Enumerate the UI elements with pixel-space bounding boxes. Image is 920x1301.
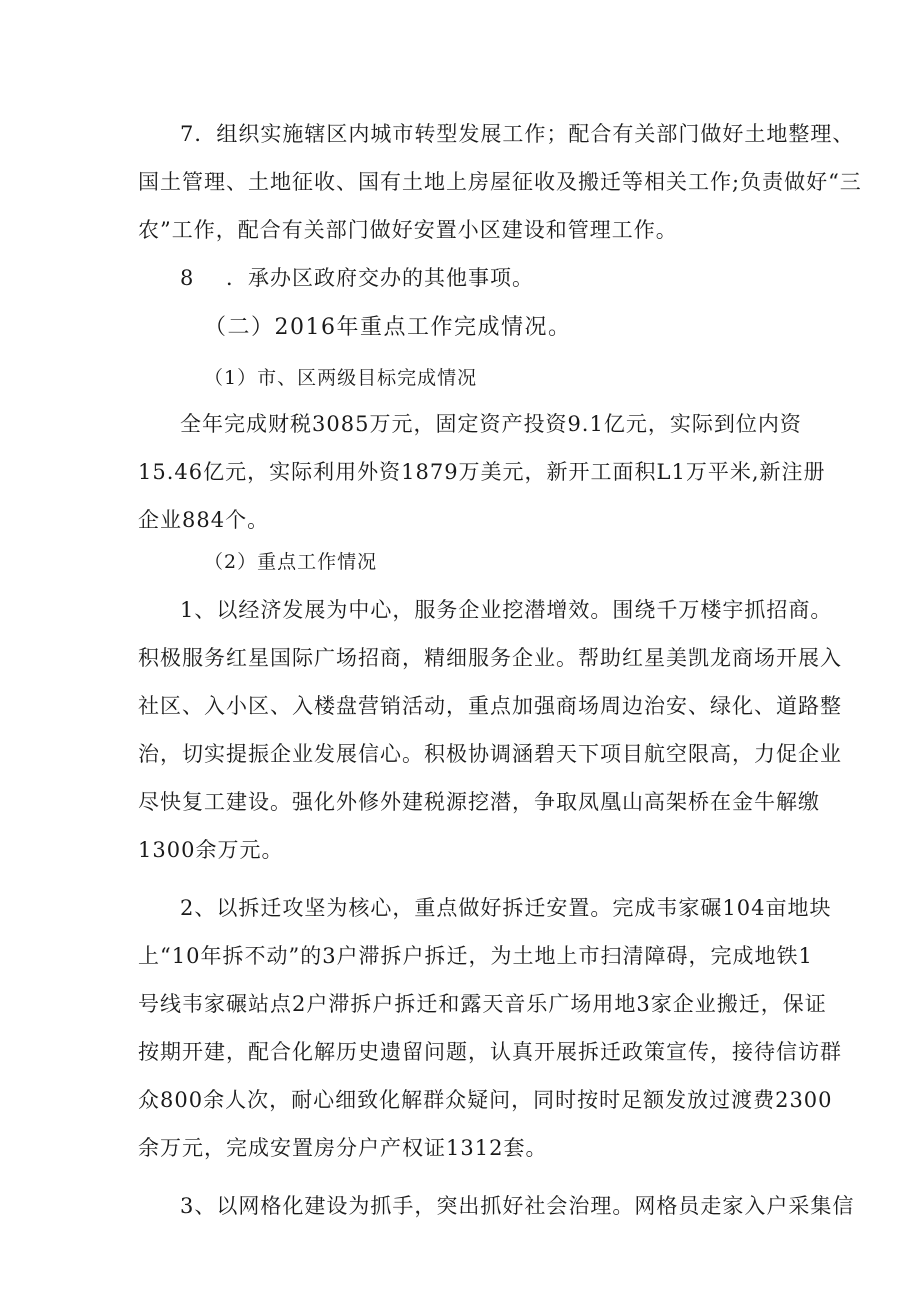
sub1-line-2: 15.46亿元，实际利用外资1879万美元，新开工面积L1万平米,新注册 bbox=[138, 460, 826, 484]
item8-text: ．承办区政府交办的其他事项。 bbox=[226, 266, 534, 290]
section2-title: （二）2016年重点工作完成情况。 bbox=[204, 315, 572, 340]
para1-line-4: 治，切实提振企业发展信心。积极协调涵碧天下项目航空限高，力促企业 bbox=[138, 742, 842, 766]
para1-line-5: 尽快复工建设。强化外修外建税源挖潜，争取凤凰山高架桥在金牛解缴 bbox=[138, 790, 820, 814]
para2-line-3: 号线韦家碾站点2户滞拆户拆迁和露天音乐广场用地3家企业搬迁，保证 bbox=[138, 992, 827, 1016]
sub1-line-1: 全年完成财税3085万元，固定资产投资9.1亿元，实际到位内资 bbox=[180, 412, 802, 436]
item8-number: 8 bbox=[180, 266, 195, 290]
item7-line-2: 国土管理、土地征收、国有土地上房屋征收及搬迁等相关工作;负责做好“三 bbox=[138, 170, 862, 194]
item7-line-3: 农”工作，配合有关部门做好安置小区建设和管理工作。 bbox=[138, 218, 678, 242]
sub2-title: （2）重点工作情况 bbox=[204, 551, 378, 573]
para3-line-1: 3、以网格化建设为抓手，突出抓好社会治理。网格员走家入户采集信 bbox=[180, 1194, 855, 1218]
para1-line-1: 1、以经济发展为中心，服务企业挖潜增效。围绕千万楼宇抓招商。 bbox=[180, 598, 833, 622]
para1-line-6: 1300余万元。 bbox=[138, 838, 284, 862]
item7-line-1: 7．组织实施辖区内城市转型发展工作；配合有关部门做好土地整理、 bbox=[180, 122, 855, 146]
sub1-line-3: 企业884个。 bbox=[138, 508, 270, 532]
sub1-title: （1）市、区两级目标完成情况 bbox=[204, 367, 478, 389]
para2-line-6: 余万元，完成安置房分户产权证1312套。 bbox=[138, 1136, 548, 1160]
para2-line-1: 2、以拆迁攻坚为核心，重点做好拆迁安置。完成韦家碾104亩地块 bbox=[180, 896, 832, 920]
para1-line-2: 积极服务红星国际广场招商，精细服务企业。帮助红星美凯龙商场开展入 bbox=[138, 646, 842, 670]
para2-line-4: 按期开建，配合化解历史遗留问题，认真开展拆迁政策宣传，接待信访群 bbox=[138, 1040, 842, 1064]
para2-line-5: 众800余人次，耐心细致化解群众疑问，同时按时足额发放过渡费2300 bbox=[138, 1088, 833, 1112]
para2-line-2: 上“10年拆不动”的3户滞拆户拆迁，为土地上市扫清障碍，完成地铁1 bbox=[138, 944, 813, 968]
para1-line-3: 社区、入小区、入楼盘营销活动，重点加强商场周边治安、绿化、道路整 bbox=[138, 694, 842, 718]
